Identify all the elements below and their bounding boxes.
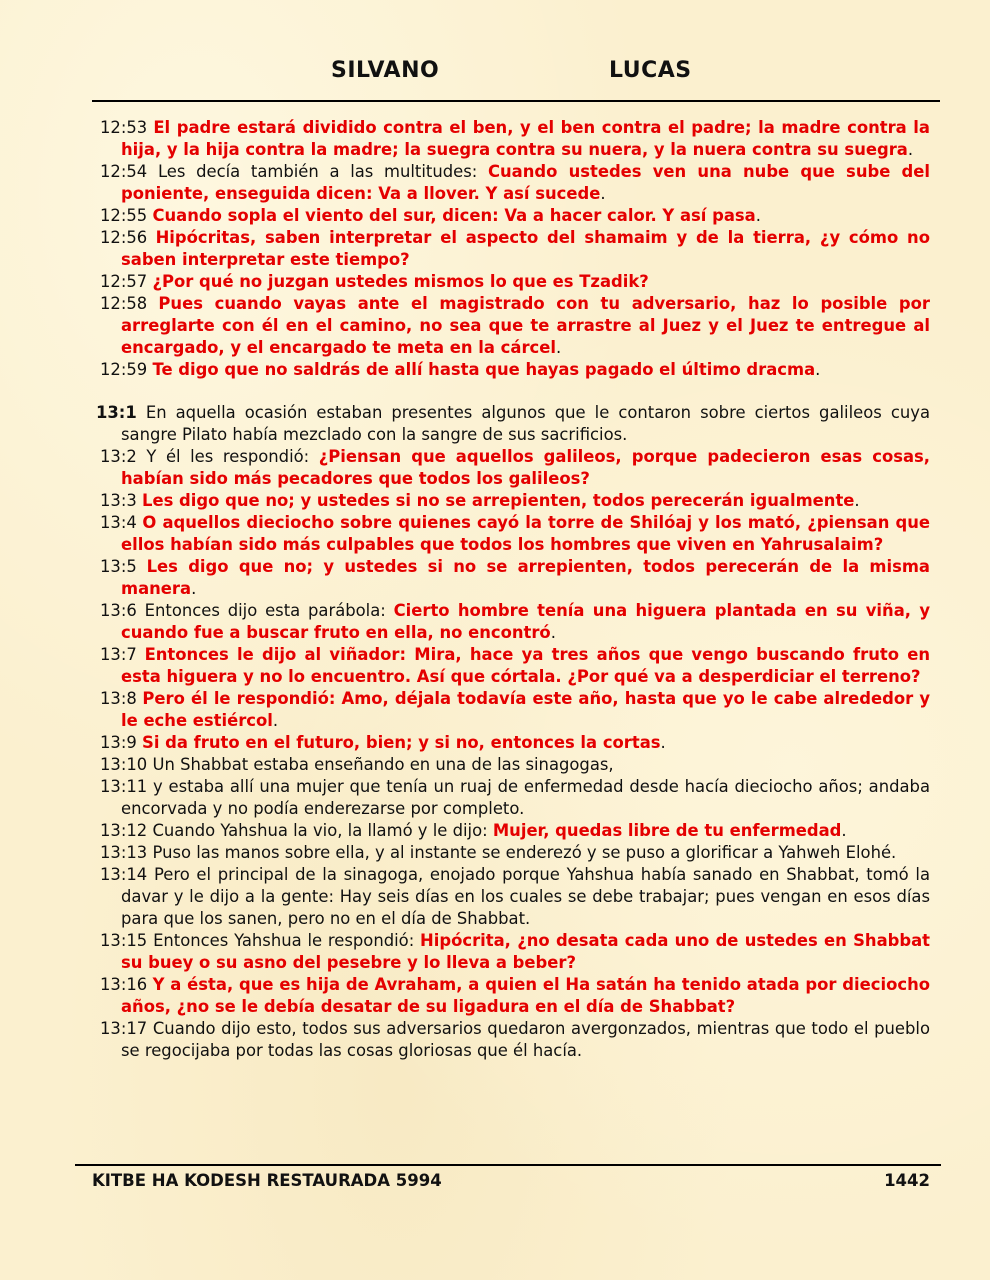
verse-text: . xyxy=(555,338,562,357)
verse xyxy=(96,732,930,754)
chapter-gap xyxy=(96,381,930,402)
verse-text: . xyxy=(191,579,197,598)
verse-text: Les decía también a las multitudes: xyxy=(157,162,488,181)
verse-reference: 13:6 xyxy=(100,601,137,620)
verse xyxy=(96,227,930,271)
verse-reference: 13:8 xyxy=(100,689,137,708)
footer-title: KITBE HA KODESH RESTAURADA 5994 xyxy=(92,1171,442,1190)
verse xyxy=(96,359,930,381)
footer-divider xyxy=(75,1164,941,1166)
verse xyxy=(96,446,930,490)
verse xyxy=(96,402,930,446)
verse-text: Cuando dijo esto, todos sus adversarios quedaron avergonzados, mientras que todo el pueblo se regocijaba por todas las cosas gloriosas que él hacía. xyxy=(121,1019,930,1060)
verse-reference: 13:7 xyxy=(100,645,137,664)
verse xyxy=(96,864,930,930)
verse xyxy=(96,600,930,644)
verse-text: Puso las manos sobre ella, y al instante se enderezó y se puso a glorificar a Yahweh Elohé. xyxy=(152,843,897,862)
verse-spoken-text: Y a ésta, que es hija de Avraham, a quien el Ha satán ha tenido atada por dieciocho años, ¿no se le debía desatar de su ligadura en el día de Shabbat? xyxy=(121,975,930,1016)
verse xyxy=(96,820,930,842)
verse-reference: 13:3 xyxy=(100,491,137,510)
verse-reference: 12:56 xyxy=(100,228,148,247)
verse-reference: 12:55 xyxy=(100,206,148,225)
verse-reference: 13:11 xyxy=(100,777,148,796)
verse xyxy=(96,754,930,776)
verse-reference: 13:5 xyxy=(100,557,137,576)
verse-reference: 13:16 xyxy=(100,975,148,994)
verse-spoken-text: Pero él le respondió: Amo, déjala todavía este año, hasta que yo le cabe alrededor y le eche estiércol xyxy=(121,689,931,730)
verse-text: . xyxy=(550,623,556,642)
verse-text: . xyxy=(660,733,666,752)
verse-text: Y él les respondió: xyxy=(146,447,319,466)
verse-spoken-text: Cierto hombre tenía una higuera plantada en su viña, y cuando fue a buscar fruto en ella, no encontró xyxy=(121,601,931,642)
verse-reference: 12:58 xyxy=(100,294,148,313)
verse xyxy=(96,117,930,161)
verse xyxy=(96,776,930,820)
verse-text: Entonces Yahshua le respondió: xyxy=(153,931,421,950)
verse xyxy=(96,512,930,556)
verse-spoken-text: Si da fruto en el futuro, bien; y si no, entonces la cortas xyxy=(142,733,661,752)
verse-text: . xyxy=(272,711,279,730)
verse-reference: 13:2 xyxy=(100,447,137,466)
verse xyxy=(96,293,930,359)
verse-reference: 12:57 xyxy=(100,272,148,291)
verse-spoken-text: O aquellos dieciocho sobre quienes cayó la torre de Shilóaj y los mató, ¿piensan que ellos habían sido más culpables que todos los hombres que viven en Yahrusalaim? xyxy=(121,513,930,554)
verse-reference: 13:15 xyxy=(100,931,148,950)
verse xyxy=(96,842,930,864)
verse xyxy=(96,930,930,974)
header-divider xyxy=(92,100,940,102)
verse xyxy=(96,205,930,227)
verse-text: . xyxy=(841,821,847,840)
verse-reference: 12:53 xyxy=(100,118,148,137)
verse-reference: 12:59 xyxy=(100,360,148,379)
verse-spoken-text: Te digo que no saldrás de allí hasta que hayas pagado el último dracma xyxy=(152,360,816,379)
verse-spoken-text: ¿Por qué no juzgan ustedes mismos lo que es Tzadik? xyxy=(152,272,649,291)
verse-list xyxy=(96,117,930,1062)
page-header xyxy=(0,58,990,92)
verse xyxy=(96,271,930,293)
verse-text: . xyxy=(600,184,606,203)
verse-text: y estaba allí una mujer que tenía un ruaj de enfermedad desde hacía dieciocho años; andaba encorvada y no podía enderezarse por completo. xyxy=(121,777,930,818)
verse-spoken-text: Cuando sopla el viento del sur, dicen: Va a hacer calor. Y así pasa xyxy=(152,206,756,225)
verse-spoken-text: Les digo que no; y ustedes si no se arrepienten, todos perecerán de la misma manera xyxy=(121,557,930,598)
verse-reference: 13:12 xyxy=(100,821,148,840)
verse-spoken-text: El padre estará dividido contra el ben, y el ben contra el padre; la madre contra la hija, y la hija contra la madre; la suegra contra su nuera, y la nuera contra su suegra xyxy=(121,118,930,159)
verse-reference: 13:4 xyxy=(100,513,137,532)
verse xyxy=(96,490,930,512)
verse-text: Cuando Yahshua la vio, la llamó y le dijo: xyxy=(152,821,493,840)
verse-spoken-text: Les digo que no; y ustedes si no se arrepienten, todos perecerán igualmente xyxy=(142,491,855,510)
verse-text: . xyxy=(907,140,914,159)
verse xyxy=(96,688,930,732)
verse-spoken-text: Cuando ustedes ven una nube que sube del poniente, enseguida dicen: Va a llover. Y así sucede xyxy=(121,162,930,203)
verse-reference: 13:17 xyxy=(100,1019,148,1038)
verse xyxy=(96,161,930,205)
verse-spoken-text: Entonces le dijo al viñador: Mira, hace ya tres años que vengo buscando fruto en esta higuera y no lo encuentro. Así que córtala. ¿Por qué va a desperdiciar el terreno? xyxy=(121,645,930,686)
verse-reference: 13:10 xyxy=(100,755,148,774)
verse-spoken-text: Hipócritas, saben interpretar el aspecto del shamaim y de la tierra, ¿y cómo no saben interpretar este tiempo? xyxy=(121,228,930,269)
header-book: LUCAS xyxy=(609,58,692,83)
verse-reference: 13:14 xyxy=(100,865,148,884)
verse-reference: 12:54 xyxy=(100,162,148,181)
verse xyxy=(96,644,930,688)
verse-reference: 13:1 xyxy=(96,403,137,422)
verse xyxy=(96,1018,930,1062)
verse-text: Pero el principal de la sinagoga, enojado porque Yahshua había sanado en Shabbat, tomó la davar y le dijo a la gente: Hay seis días en los cuales se debe trabajar; pues vengan en esos días para que los sanen, pero no en el día de Shabbat. xyxy=(121,865,930,928)
page-number: 1442 xyxy=(884,1171,930,1190)
verse xyxy=(96,974,930,1018)
verse xyxy=(96,556,930,600)
verse-text: Un Shabbat estaba enseñando en una de las sinagogas, xyxy=(152,755,614,774)
verse-spoken-text: ¿Piensan que aquellos galileos, porque padecieron esas cosas, habían sido más pecadores que todos los galileos? xyxy=(121,447,931,488)
verse-reference: 13:9 xyxy=(100,733,137,752)
verse-spoken-text: Pues cuando vayas ante el magistrado con tu adversario, haz lo posible por arreglarte con él en el camino, no sea que te arrastre al Juez y el Juez te entregue al encargado, y el encargado te meta en la cárcel xyxy=(121,294,931,357)
verse-text: . xyxy=(854,491,860,510)
verse-spoken-text: Hipócrita, ¿no desata cada uno de ustedes en Shabbat su buey o su asno del pesebre y lo lleva a beber? xyxy=(121,931,930,972)
verse-text: Entonces dijo esta parábola: xyxy=(144,601,394,620)
header-author: SILVANO xyxy=(331,58,440,83)
verse-text: . xyxy=(815,360,821,379)
verse-spoken-text: Mujer, quedas libre de tu enfermedad xyxy=(492,821,842,840)
verse-reference: 13:13 xyxy=(100,843,148,862)
verse-text: . xyxy=(755,206,761,225)
verse-text: En aquella ocasión estaban presentes algunos que le contaron sobre ciertos galileos cuya sangre Pilato había mezclado con la sangre de sus sacrificios. xyxy=(121,403,930,444)
